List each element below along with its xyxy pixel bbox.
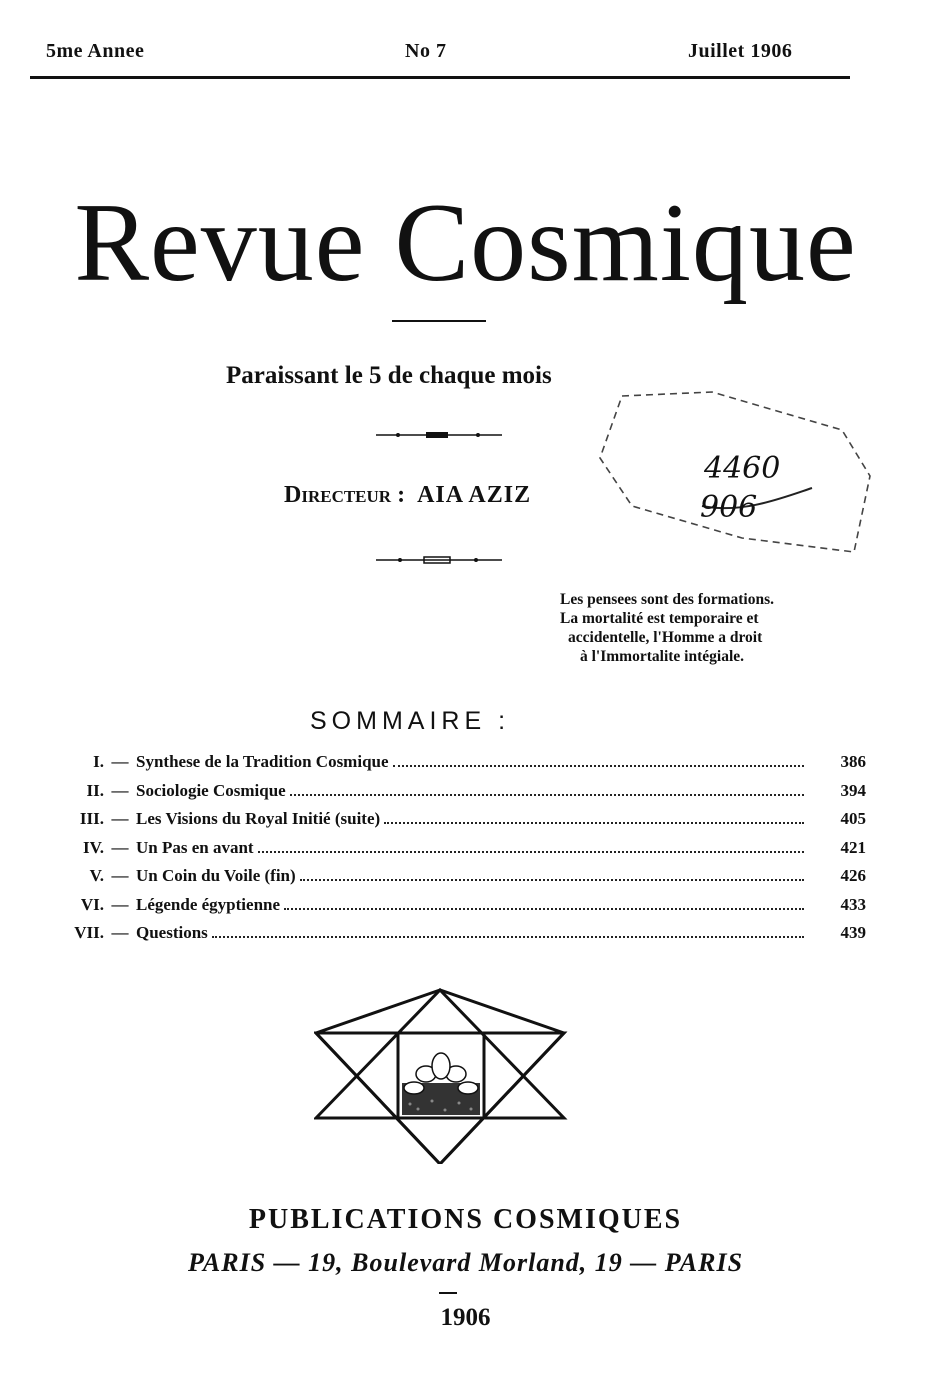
table-of-contents — [36, 752, 866, 952]
publisher-name: PUBLICATIONS COSMIQUES — [248, 1204, 683, 1235]
toc-page: 433 — [840, 894, 866, 914]
dot-leader — [258, 851, 804, 853]
publisher-address: PARIS — 19, Boulevard Morland, 19 — PARIS — [187, 1248, 744, 1277]
director-label: Directeur : — [284, 482, 406, 508]
dot-leader — [384, 822, 804, 824]
page-title: Revue Cosmique — [74, 181, 857, 305]
toc-page: 421 — [840, 837, 866, 857]
toc-entry — [36, 923, 866, 952]
subtitle: Paraissant le 5 de chaque mois — [226, 362, 552, 389]
toc-dash: — — [111, 752, 129, 771]
contents-heading: SOMMAIRE : — [310, 707, 511, 735]
toc-entry — [36, 866, 866, 895]
toc-dash: — — [111, 780, 129, 800]
epigraph-line: Les pensees sont des formations. — [560, 591, 774, 608]
stamp-number: 906 — [700, 490, 758, 525]
toc-entry — [36, 809, 866, 838]
epigraph-line: à l'Immortalite intégiale. — [580, 648, 744, 665]
toc-dash: — — [111, 923, 129, 942]
toc-number: III. — [79, 809, 104, 828]
hexagram-lotus-emblem-icon — [314, 988, 584, 1164]
toc-page: 405 — [840, 809, 866, 828]
toc-title: Un Pas en avant — [136, 837, 254, 857]
publication-year: 1906 — [440, 1304, 491, 1331]
toc-dash: — — [111, 866, 129, 885]
toc-title: Les Visions du Royal Initié (suite) — [136, 809, 381, 828]
dot-leader — [290, 794, 804, 796]
toc-number: IV. — [83, 837, 104, 857]
toc-title: Sociologie Cosmique — [136, 780, 286, 800]
toc-title: Questions — [136, 923, 208, 942]
title-rule — [392, 320, 486, 322]
toc-entry — [36, 838, 866, 867]
toc-page: 439 — [840, 923, 866, 942]
dot-leader — [284, 908, 804, 910]
ornament-divider — [374, 556, 504, 564]
toc-number: I. — [93, 752, 104, 771]
toc-title: Légende égyptienne — [136, 894, 281, 914]
toc-entry — [36, 781, 866, 810]
epigraph — [560, 590, 860, 666]
issue-date: Juillet 1906 — [688, 40, 793, 62]
toc-number: II. — [86, 780, 104, 800]
header-rule — [30, 76, 850, 79]
director-line — [284, 482, 531, 509]
toc-number: VI. — [80, 894, 104, 914]
toc-title: Un Coin du Voile (fin) — [136, 866, 296, 885]
epigraph-line: accidentelle, l'Homme a droit — [568, 629, 763, 646]
dot-leader — [212, 936, 804, 938]
toc-dash: — — [111, 809, 129, 828]
toc-page: 386 — [840, 752, 866, 771]
toc-page: 426 — [840, 866, 866, 885]
toc-title: Synthese de la Tradition Cosmique — [136, 752, 389, 771]
epigraph-line: La mortalité est temporaire et — [560, 610, 759, 627]
toc-dash: — — [111, 837, 129, 857]
dot-leader — [300, 879, 804, 881]
director-name: AIA AZIZ — [417, 482, 532, 508]
issue-number: No 7 — [405, 40, 447, 62]
year-rule — [439, 1292, 457, 1294]
stamp-number: 4460 — [704, 451, 781, 486]
ornament-divider — [374, 431, 504, 439]
toc-entry — [36, 752, 866, 781]
toc-entry — [36, 895, 866, 924]
dot-leader — [393, 765, 804, 767]
toc-page: 394 — [840, 780, 866, 800]
toc-number: V. — [89, 866, 104, 885]
toc-dash: — — [111, 894, 129, 914]
toc-number: VII. — [74, 923, 104, 942]
volume-label: 5me Annee — [46, 40, 145, 62]
